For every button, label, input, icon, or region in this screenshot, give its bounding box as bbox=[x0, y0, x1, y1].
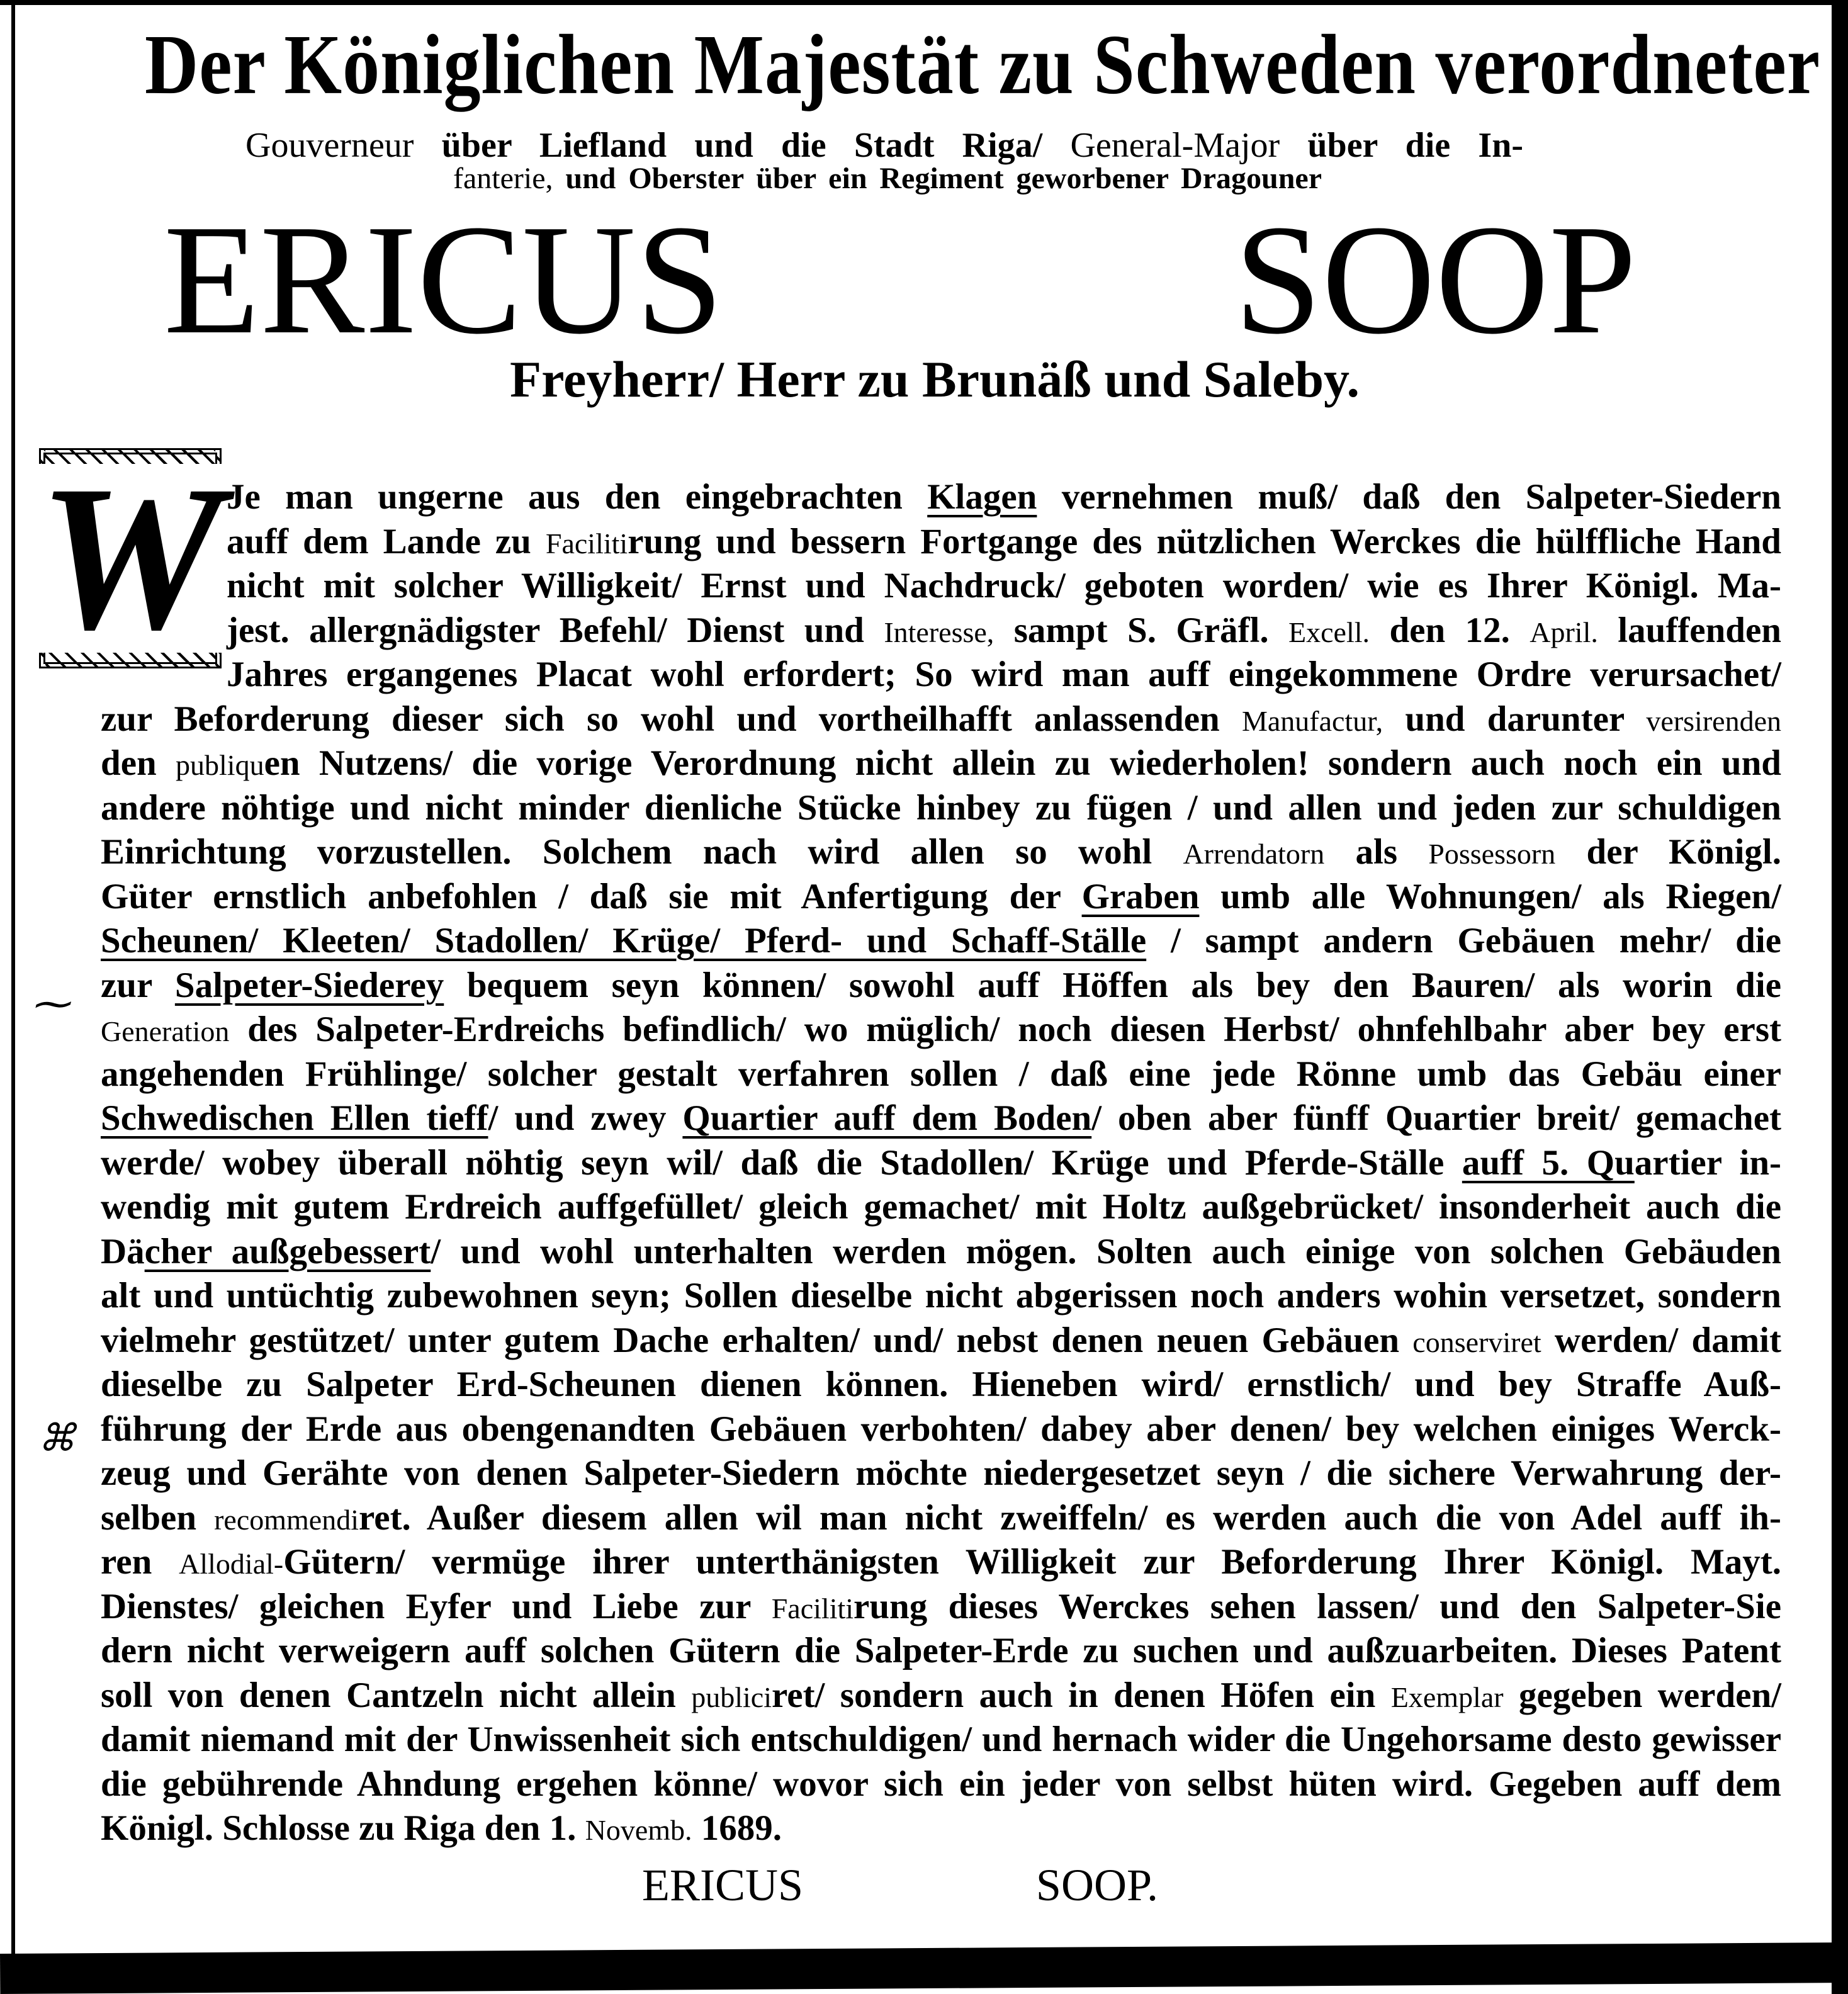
text-segment: rung und bessern Fortgange des nützlichen Werckes die hülffliche Hand bbox=[628, 521, 1781, 561]
text-line bbox=[101, 1496, 1781, 1540]
text-segment: Allodial- bbox=[179, 1548, 284, 1580]
underlined-text: Klagen bbox=[927, 477, 1037, 517]
text-line bbox=[101, 1185, 1781, 1229]
text-line bbox=[101, 1230, 1781, 1274]
text-segment: ERICUS SOOP bbox=[164, 193, 1637, 367]
text-line bbox=[101, 919, 1781, 963]
text-segment: / und zwey bbox=[488, 1098, 683, 1138]
text-segment: Dienstes/ gleichen Eyfer und Liebe zur bbox=[101, 1586, 772, 1626]
text-line bbox=[101, 1762, 1781, 1806]
text-segment: / oben aber fünff Quartier breit/ gemachet bbox=[1091, 1098, 1781, 1138]
underlined-text: Graben bbox=[1081, 876, 1200, 916]
text-segment: und darunter bbox=[1383, 699, 1647, 739]
text-line bbox=[101, 964, 1781, 1008]
text-segment: angehenden Frühlinge/ solcher gestalt verfahren sollen / daß eine jede Rönne umb das Gebäu einer bbox=[101, 1054, 1781, 1094]
text-segment: rung dieses Werckes sehen lassen/ und den Salpeter-Sie bbox=[854, 1586, 1781, 1626]
text-segment: Freyherr/ Herr zu Brunäß und Saleby. bbox=[510, 351, 1360, 408]
text-line bbox=[101, 1363, 1781, 1407]
text-line bbox=[101, 1096, 1781, 1141]
text-segment: Arrendatorn bbox=[1183, 838, 1325, 870]
text-segment: Faciliti bbox=[545, 527, 628, 560]
text-segment: / sampt andern Gebäuen mehr/ die bbox=[1146, 921, 1781, 960]
text-segment: als bbox=[1324, 832, 1429, 872]
text-segment: werde/ wobey überall nöhtig seyn wil/ daß die Stadollen/ Krüge und Pferde-Ställe bbox=[101, 1142, 1462, 1183]
text-line bbox=[101, 1141, 1781, 1185]
text-segment: ren bbox=[101, 1542, 179, 1582]
text-segment: Excell. bbox=[1288, 616, 1370, 648]
text-segment: zur Beforderung dieser sich so wohl und vortheilhafft anlassenden bbox=[101, 699, 1242, 739]
text-line bbox=[227, 564, 1781, 608]
text-segment: des Salpeter-Erdreichs befindlich/ wo müglich/ noch diesen Herbst/ ohnfehlbahr aber bey erst bbox=[229, 1010, 1781, 1049]
text-line bbox=[101, 1806, 1781, 1850]
text-line bbox=[101, 1319, 1781, 1363]
text-line bbox=[101, 1451, 1781, 1496]
text-segment: publiqu bbox=[176, 749, 264, 781]
text-segment: dieselbe zu Salpeter Erd-Scheunen dienen können. Hieneben wird/ ernstlich/ und bey Straffe Auß- bbox=[101, 1365, 1781, 1404]
underlined-text: Schwedischen Ellen tieff bbox=[101, 1098, 488, 1138]
text-segment: sampt S. Gräfl. bbox=[994, 610, 1289, 650]
text-segment: wendig mit gutem Erdreich auffgefüllet/ gleich gemachet/ mit Holtz außgebrücket/ insonderheit auch die bbox=[101, 1187, 1781, 1227]
text-segment: andere nöhtige und nicht minder dienliche Stücke hinbey zu fügen / und allen und jeden zur schuldigen bbox=[101, 787, 1781, 828]
text-segment: Manufactur, bbox=[1241, 704, 1383, 737]
text-segment: führung der Erde aus obengenandten Gebäuen verbohten/ dabey aber denen/ bey welchen einiges Werck- bbox=[101, 1409, 1781, 1449]
text-line bbox=[227, 520, 1781, 564]
text-segment: ret. Außer diesem allen wil man nicht zweiffeln/ es werden auch die von Adel auff ih- bbox=[359, 1497, 1781, 1538]
text-line bbox=[101, 1585, 1781, 1629]
text-segment: Gouverneur bbox=[245, 126, 414, 165]
text-line bbox=[101, 1718, 1781, 1762]
text-segment: über Liefland und die Stadt Riga/ bbox=[414, 126, 1071, 165]
scan-edge-top bbox=[0, 0, 1848, 5]
text-line bbox=[101, 1407, 1781, 1451]
text-segment: zeug und Gerähte von denen Salpeter-Siedern möchte niedergesetzet seyn / die sichere Verwahrung der- bbox=[101, 1453, 1781, 1493]
text-segment: werden/ damit bbox=[1541, 1320, 1781, 1360]
text-segment: Interesse, bbox=[884, 616, 994, 648]
text-segment: Der Königlichen Majestät zu Schweden verordneter bbox=[145, 17, 1821, 112]
scan-edge-right bbox=[1832, 0, 1848, 1994]
text-segment: Faciliti bbox=[771, 1592, 854, 1625]
text-line bbox=[101, 1629, 1781, 1673]
text-segment: artier in- bbox=[1634, 1142, 1781, 1183]
signature: ERICUS SOOP. bbox=[642, 1860, 1158, 1910]
text-segment: / und wohl unterhalten werden mögen. Solten auch einige von solchen Gebäuden bbox=[431, 1231, 1782, 1271]
text-segment: April. bbox=[1530, 616, 1598, 648]
issuer-name bbox=[164, 193, 1637, 367]
text-segment: gegeben werden/ bbox=[1503, 1675, 1781, 1715]
text-segment: dern nicht verweigern auff solchen Gütern die Salpeter-Erde zu suchen und außzuarbeiten. Dieses Patent bbox=[101, 1631, 1781, 1670]
scan-edge-bottom bbox=[0, 1942, 1848, 1994]
text-segment: recommendi bbox=[214, 1503, 359, 1536]
text-segment: Generation bbox=[101, 1015, 230, 1047]
text-segment: der Königl. bbox=[1555, 832, 1781, 872]
text-segment: Einrichtung vorzustellen. Solchem nach wird allen so wohl bbox=[101, 832, 1183, 872]
issuer-title bbox=[510, 349, 1360, 409]
underlined-text: Scheunen/ Kleeten/ Stadollen/ Krüge/ Pferd- und Schaff-Ställe bbox=[101, 921, 1147, 960]
text-segment: selben bbox=[101, 1497, 215, 1538]
text-segment: fanterie, bbox=[453, 162, 553, 195]
text-segment: lauffenden bbox=[1597, 610, 1782, 650]
underlined-text: Salpeter-Siederey bbox=[174, 965, 444, 1005]
text-segment: den 12. bbox=[1370, 610, 1530, 650]
text-segment: Je man ungerne aus den eingebrachten bbox=[227, 477, 928, 517]
text-segment: Novemb. bbox=[585, 1814, 692, 1846]
text-segment: damit niemand mit der Unwissenheit sich entschuldigen/ und hernach wider die Ungehorsame desto gewisser bbox=[101, 1720, 1781, 1759]
text-segment: Güter ernstlich anbefohlen / daß sie mit Anfertigung der bbox=[101, 876, 1082, 916]
text-segment: über die In- bbox=[1280, 126, 1523, 165]
text-segment: die gebührende Ahndung ergehen könne/ wovor sich ein jeder von selbst hüten wird. Gegeben auff dem bbox=[101, 1764, 1781, 1804]
text-segment: Königl. Schlosse zu Riga den 1. bbox=[101, 1808, 585, 1848]
text-segment: 1689. bbox=[692, 1808, 782, 1848]
text-segment: Exemplar bbox=[1390, 1681, 1504, 1713]
text-line bbox=[101, 830, 1781, 874]
text-line bbox=[227, 609, 1781, 653]
text-segment: nicht mit solcher Willigkeit/ Ernst und Nachdruck/ geboten worden/ wie es Ihrer Königl. Ma- bbox=[227, 566, 1781, 606]
text-line bbox=[101, 1052, 1781, 1096]
text-segment: und Oberster über ein Regiment geworbener Dragouner bbox=[553, 162, 1322, 195]
text-segment: Gütern/ vermüge ihrer unterthänigsten Willigkeit zur Beforderung Ihrer Königl. Mayt. bbox=[283, 1542, 1781, 1582]
text-segment: zur bbox=[101, 965, 175, 1005]
scan-edge-left bbox=[11, 0, 15, 1957]
text-segment: jest. allergnädigster Befehl/ Dienst und bbox=[227, 610, 884, 650]
text-segment: umb alle Wohnungen/ als Riegen/ bbox=[1199, 876, 1781, 916]
text-segment: auff dem Lande zu bbox=[227, 521, 546, 561]
text-segment: soll von denen Cantzeln nicht allein bbox=[101, 1675, 692, 1715]
underlined-text: auff 5. Qu bbox=[1462, 1142, 1635, 1183]
drop-cap-letter: W bbox=[31, 464, 228, 653]
text-line bbox=[101, 875, 1781, 919]
text-segment: Possessorn bbox=[1428, 838, 1556, 870]
heading-line-1 bbox=[145, 11, 1821, 120]
text-segment: versirenden bbox=[1646, 704, 1781, 737]
text-line bbox=[101, 1008, 1781, 1052]
text-segment: Dä bbox=[101, 1231, 145, 1271]
text-segment: Jahres ergangenes Placat wohl erfordert; So wird man auff eingekommene Ordre verursachet/ bbox=[227, 655, 1781, 694]
handwritten-margin-mark: ⁓ bbox=[31, 983, 69, 1025]
text-line bbox=[101, 1540, 1781, 1584]
text-line bbox=[101, 741, 1781, 786]
text-segment: vielmehr gestützet/ unter gutem Dache erhalten/ und/ nebst denen neuen Gebäuen bbox=[101, 1320, 1413, 1360]
text-line bbox=[101, 1274, 1781, 1318]
text-segment: en Nutzens/ die vorige Verordnung nicht allein zu wiederholen! sondern auch noch ein und bbox=[264, 743, 1782, 783]
text-segment: ret/ sondern auch in denen Höfen ein bbox=[772, 1675, 1391, 1715]
underlined-text: cher außgebessert bbox=[144, 1231, 431, 1271]
text-line bbox=[227, 475, 1781, 519]
text-line bbox=[101, 697, 1781, 741]
text-segment: den bbox=[101, 743, 176, 783]
text-line bbox=[101, 1674, 1781, 1718]
underlined-text: Quartier auff dem Boden bbox=[682, 1098, 1092, 1138]
text-segment: publici bbox=[691, 1681, 772, 1713]
text-segment: alt und untüchtig zubewohnen seyn; Sollen dieselbe nicht abgerissen noch anders wohin versetzet, sondern bbox=[101, 1276, 1781, 1315]
text-segment: General-Major bbox=[1070, 126, 1280, 165]
text-segment: bequem seyn können/ sowohl auff Höffen als bey den Bauren/ als worin die bbox=[444, 965, 1781, 1005]
ornamental-initial bbox=[38, 443, 223, 673]
text-segment: vernehmen muß/ daß den Salpeter-Siedern bbox=[1037, 477, 1781, 517]
handwritten-margin-mark: ⌘ bbox=[38, 1417, 76, 1459]
text-line bbox=[227, 653, 1781, 697]
text-segment: conserviret bbox=[1412, 1326, 1541, 1358]
text-line bbox=[101, 786, 1781, 830]
